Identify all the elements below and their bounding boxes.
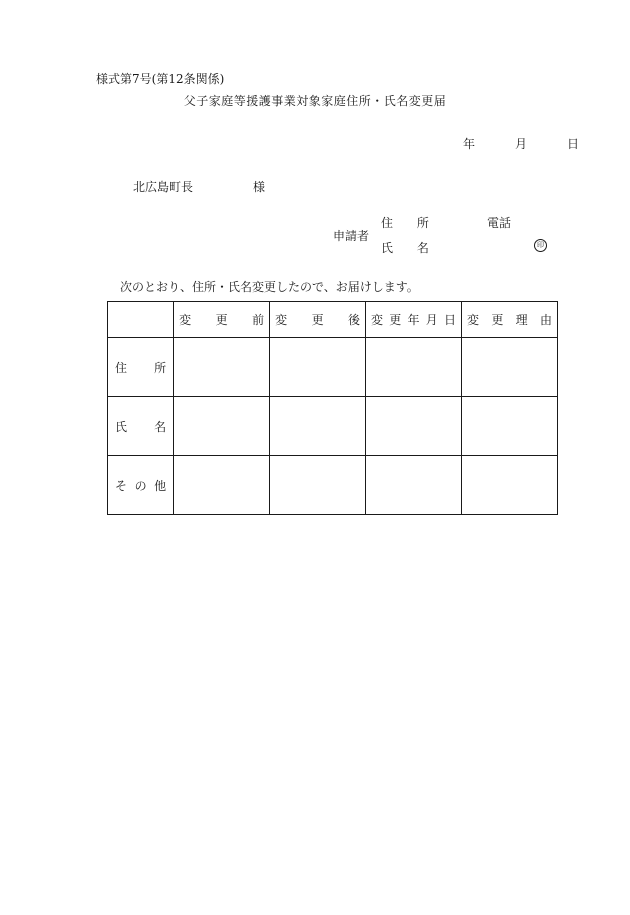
form-title: 父子家庭等援護事業対象家庭住所・氏名変更届 <box>183 94 447 108</box>
table-cell <box>366 338 462 397</box>
table-row <box>108 456 558 515</box>
column-header-reason: 変 更 理 由 <box>462 302 558 338</box>
column-header-after: 変 更 後 <box>270 302 366 338</box>
table-cell <box>270 338 366 397</box>
date-month-label: 月 <box>515 137 528 151</box>
column-header-before: 変 更 前 <box>174 302 270 338</box>
table-cell <box>462 338 558 397</box>
applicant-name-label: 氏 名 <box>381 241 439 255</box>
table-cell <box>366 397 462 456</box>
table-cell <box>174 338 270 397</box>
date-line <box>463 135 579 152</box>
row-header-name: 氏 名 <box>108 397 174 456</box>
statement-text: 次のとおり、住所・氏名変更したので、お届けします。 <box>120 280 419 294</box>
row-header-address: 住 所 <box>108 338 174 397</box>
applicant-phone-label: 電話 <box>487 216 512 230</box>
addressee-name: 北広島町長 <box>133 180 194 194</box>
table-cell <box>174 397 270 456</box>
table-header-row <box>108 302 558 338</box>
addressee <box>133 178 265 195</box>
table-cell <box>270 397 366 456</box>
form-number: 様式第7号(第12条関係) <box>96 72 225 86</box>
table-cell <box>366 456 462 515</box>
addressee-honorific: 様 <box>253 180 266 194</box>
date-year-label: 年 <box>463 137 476 151</box>
table-cell <box>462 397 558 456</box>
table-cell <box>462 456 558 515</box>
table-cell <box>174 456 270 515</box>
seal-icon: 印 <box>534 239 547 252</box>
applicant-address-label: 住 所 <box>381 216 439 230</box>
applicant-label: 申請者 <box>333 229 370 243</box>
row-header-other: そ の 他 <box>108 456 174 515</box>
table-cell <box>270 456 366 515</box>
table-corner-cell <box>108 302 174 338</box>
change-table <box>107 301 558 515</box>
column-header-change-date: 変 更 年 月 日 <box>366 302 462 338</box>
table-row <box>108 397 558 456</box>
date-day-label: 日 <box>567 137 580 151</box>
table-row <box>108 338 558 397</box>
